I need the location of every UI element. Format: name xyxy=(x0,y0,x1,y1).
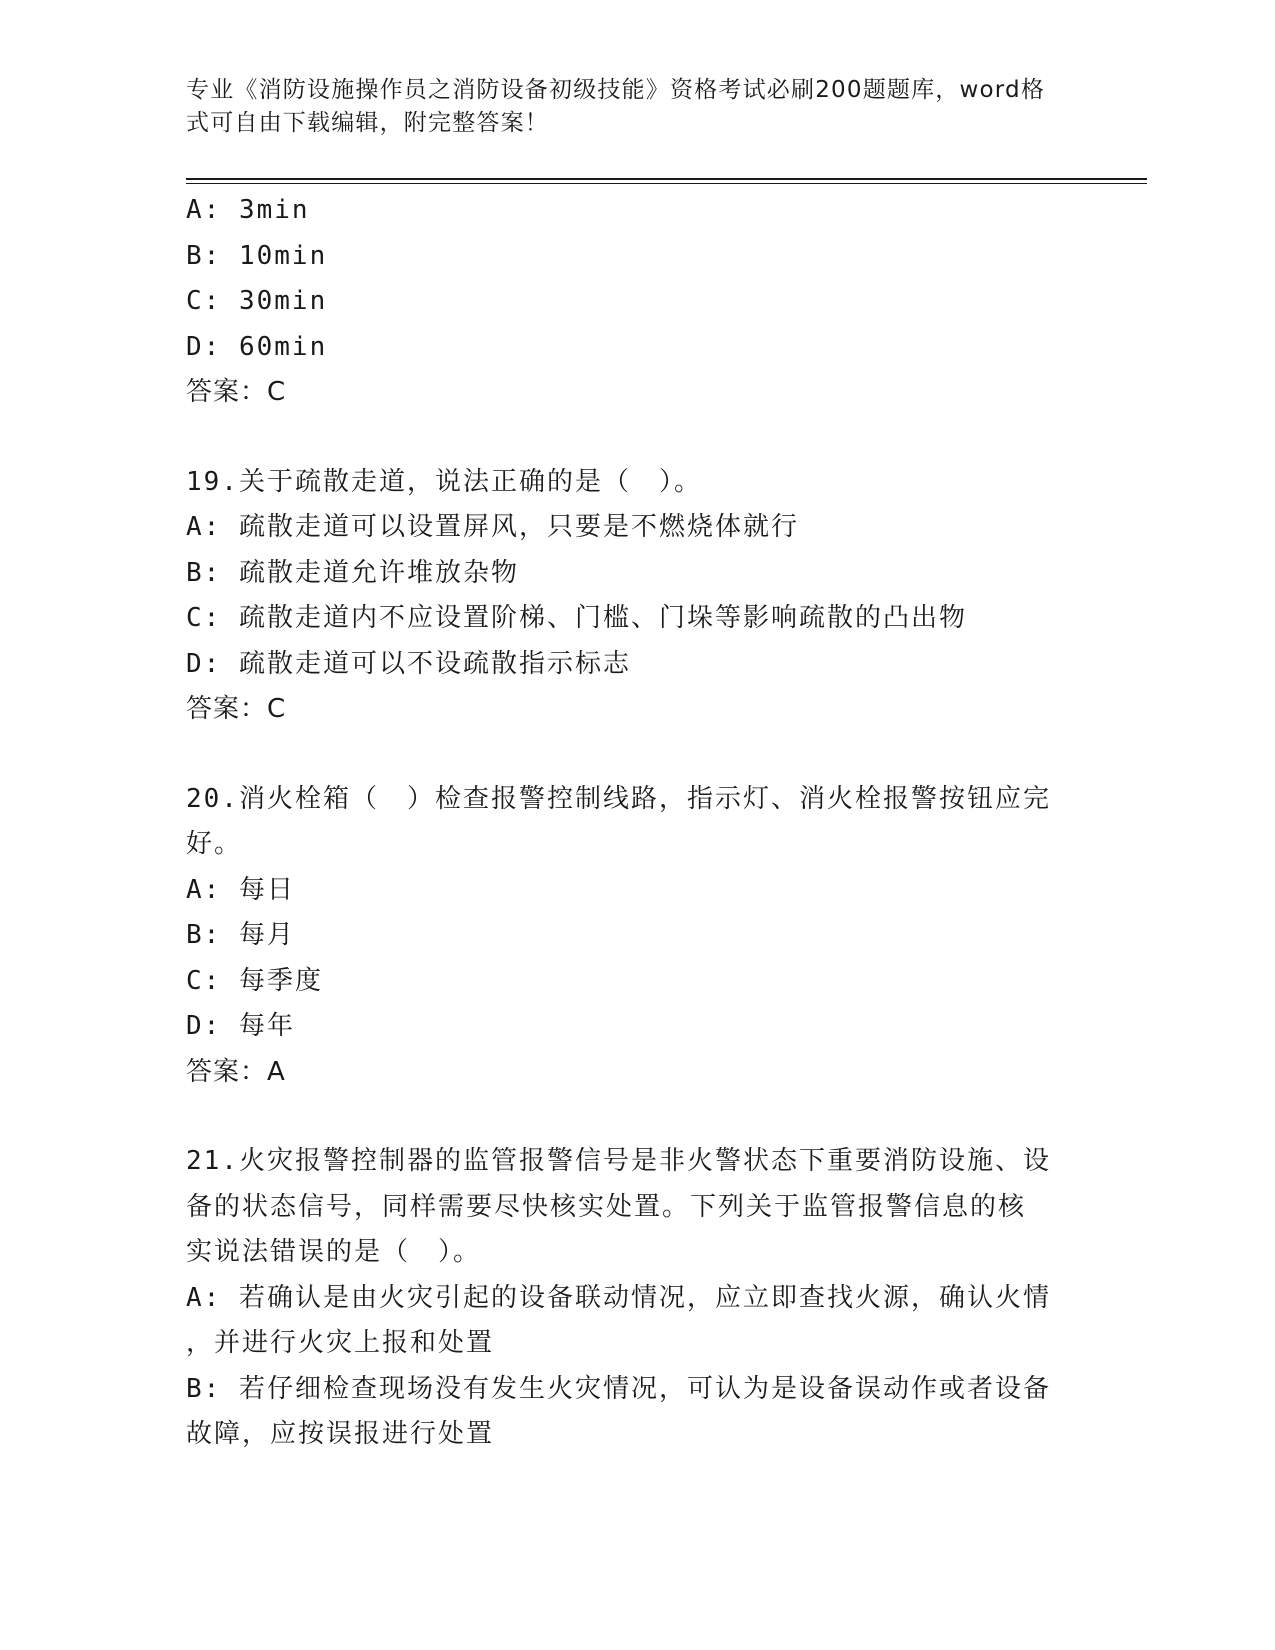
question-content xyxy=(186,188,1076,1458)
answer: 答案：C xyxy=(186,694,287,724)
question-21-block xyxy=(186,1139,1076,1458)
answer: 答案：C xyxy=(186,377,287,407)
option-c: C: 每季度 xyxy=(186,965,323,996)
question-stem: 实说法错误的是（ ）。 xyxy=(186,1237,482,1267)
question-spacer xyxy=(186,416,1076,460)
header-divider-thick xyxy=(186,178,1147,180)
question-stem: 好。 xyxy=(186,829,243,859)
header-line-2: 式可自由下载编辑，附完整答案！ xyxy=(186,110,549,136)
option-b: B: 10min xyxy=(186,240,328,271)
question-18-block xyxy=(186,188,1076,416)
question-19-block xyxy=(186,460,1076,733)
option-d: D: 每年 xyxy=(186,1011,295,1041)
option-a: A: 若确认是由火灾引起的设备联动情况，应立即查找火源，确认火情 xyxy=(186,1282,1051,1313)
option-a-continued: ，并进行火灾上报和处置 xyxy=(186,1328,495,1358)
question-stem: 20.消火栓箱（ ）检查报警控制线路，指示灯、消火栓报警按钮应完 xyxy=(186,783,1051,814)
option-a: A: 疏散走道可以设置屏风，只要是不燃烧体就行 xyxy=(186,512,799,542)
option-c: C: 30min xyxy=(186,286,328,316)
document-header xyxy=(186,74,1076,140)
answer: 答案：A xyxy=(186,1056,286,1087)
option-b: B: 每月 xyxy=(186,920,295,950)
option-a: A: 3min xyxy=(186,195,310,225)
option-c: C: 疏散走道内不应设置阶梯、门槛、门垛等影响疏散的凸出物 xyxy=(186,603,967,633)
option-d: D: 疏散走道可以不设疏散指示标志 xyxy=(186,648,631,679)
question-stem: 备的状态信号，同样需要尽快核实处置。下列关于监管报警信息的核 xyxy=(186,1191,1027,1222)
question-20-block xyxy=(186,777,1076,1096)
option-b: B: 若仔细检查现场没有发生火灾情况，可认为是设备误动作或者设备 xyxy=(186,1373,1051,1404)
header-divider-thin xyxy=(186,183,1147,184)
question-spacer xyxy=(186,1095,1076,1139)
option-a: A: 每日 xyxy=(186,874,295,905)
header-line-1: 专业《消防设施操作员之消防设备初级技能》资格考试必刷200题题库，word格 xyxy=(186,77,1046,103)
option-b-continued: 故障，应按误报进行处置 xyxy=(186,1419,495,1449)
question-stem: 21.火灾报警控制器的监管报警信号是非火警状态下重要消防设施、设 xyxy=(186,1146,1051,1176)
question-stem: 19.关于疏散走道，说法正确的是（ ）。 xyxy=(186,466,702,497)
option-b: B: 疏散走道允许堆放杂物 xyxy=(186,557,519,588)
option-d: D: 60min xyxy=(186,331,328,362)
question-spacer xyxy=(186,733,1076,777)
